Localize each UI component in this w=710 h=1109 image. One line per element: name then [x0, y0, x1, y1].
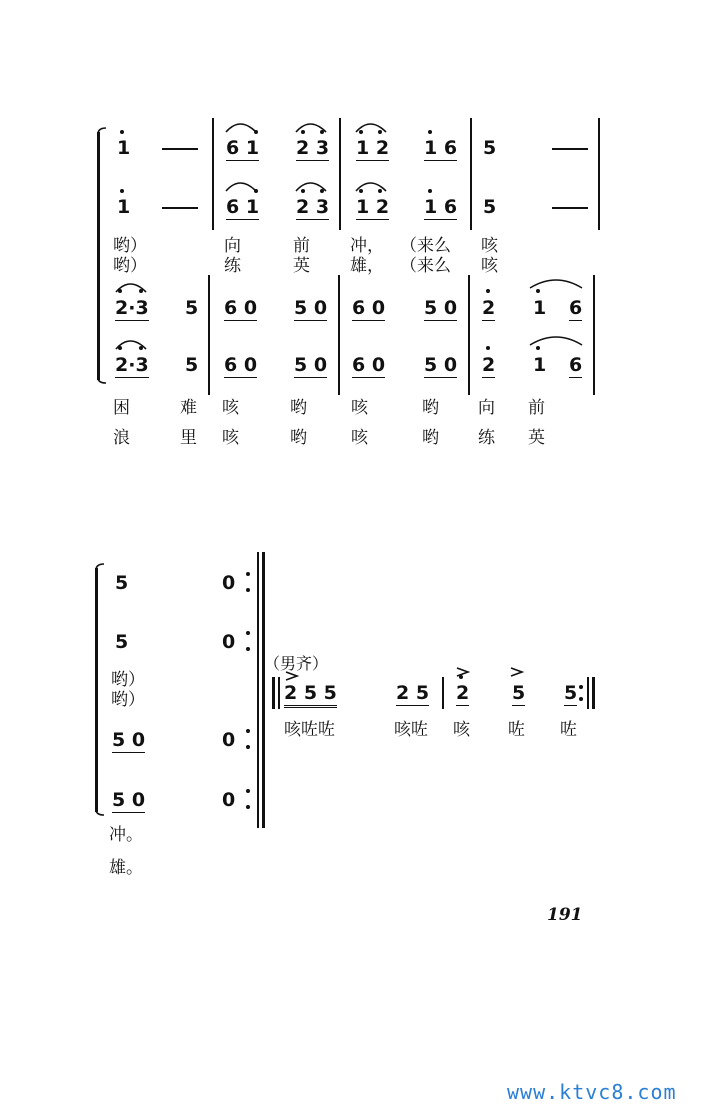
note-group: 5 0 [424, 297, 458, 319]
note: 5 [115, 572, 129, 594]
lyric: 练 [224, 256, 241, 276]
barline [442, 677, 444, 709]
lyric: 雄。 [109, 858, 143, 878]
barline [468, 275, 470, 395]
barline [598, 118, 600, 230]
note-group: 6 0 [224, 354, 258, 376]
lyric: 咳 [481, 256, 498, 276]
note-group: 5 0 [294, 354, 328, 376]
note-group: 2·3 [115, 297, 149, 319]
lyric: 英 [293, 256, 310, 276]
dash [552, 148, 588, 150]
barline [470, 118, 472, 230]
lyric: 哟 [422, 398, 439, 418]
lyric: 咳咗咗 [284, 720, 335, 740]
note-group: 1 2 [356, 137, 390, 159]
watermark: www.ktvc8.com [507, 1080, 677, 1104]
dash [162, 148, 198, 150]
lyric: 向 [224, 236, 241, 256]
note-group: 2 3 [296, 196, 330, 218]
note-group: 6 0 [224, 297, 258, 319]
lyric: （来么 [400, 236, 451, 256]
lyric: 前 [293, 236, 310, 256]
dash [552, 207, 588, 209]
lyric: 哟 [290, 428, 307, 448]
part-label: （男齐） [264, 654, 329, 673]
barline [212, 118, 214, 230]
rest: 0 [222, 631, 236, 653]
lyric: 咳 [351, 398, 368, 418]
lyric: 哟 [422, 428, 439, 448]
note: 1 [533, 354, 547, 376]
note-group: 6 1 [226, 137, 260, 159]
repeat-end-thin [587, 677, 589, 709]
note: 6 [569, 297, 583, 319]
barline [208, 275, 210, 395]
repeat-end-thick [592, 677, 595, 709]
note-group: 6 1 [226, 196, 260, 218]
note-group: 6 0 [352, 354, 386, 376]
barline-thick [262, 552, 265, 828]
rest: 0 [222, 789, 236, 811]
note-group: 2 5 5 [284, 684, 337, 708]
lyric: 雄， [350, 256, 384, 276]
barline [338, 275, 340, 395]
lyric: 难 [180, 398, 197, 418]
lyric: 困 [113, 398, 130, 418]
note-group: 2 3 [296, 137, 330, 159]
lyric: （来么 [400, 256, 451, 276]
rest: 0 [222, 729, 236, 751]
lyric: 练 [478, 428, 495, 448]
lyric: 哟） [113, 256, 147, 276]
lyric: 前 [528, 398, 545, 418]
note: 5 [185, 354, 199, 376]
note-group: 5 0 [294, 297, 328, 319]
system2-brace-line [95, 568, 98, 812]
note: 1 [533, 297, 547, 319]
lyric: 咗 [560, 720, 577, 740]
lyric: 咳 [453, 720, 470, 740]
rest: 0 [222, 572, 236, 594]
barline [593, 275, 595, 395]
note-group: 2 5 [396, 682, 430, 704]
note-group: 2·3 [115, 354, 149, 376]
note-group: 6 0 [352, 297, 386, 319]
lyric: 咳咗 [394, 720, 428, 740]
lyric: 咗 [508, 720, 525, 740]
lyric: 浪 [113, 428, 130, 448]
barline [339, 118, 341, 230]
lyric: 咳 [222, 428, 239, 448]
lyric: 哟） [111, 670, 145, 690]
note: 1 [117, 137, 131, 159]
lyric: 里 [180, 428, 197, 448]
note-group: 5 0 [424, 354, 458, 376]
lyric: 冲， [350, 236, 384, 256]
lyric: 哟） [113, 236, 147, 256]
note-group: 1 6 [424, 137, 458, 159]
lyric: 哟 [290, 398, 307, 418]
lyric: 咳 [481, 236, 498, 256]
note: 5 [512, 682, 526, 704]
lyric: 咳 [351, 428, 368, 448]
note-group: 5 0 [112, 789, 146, 811]
note: 1 [117, 196, 131, 218]
lyric: 向 [478, 398, 495, 418]
note: 5 [483, 196, 497, 218]
note: 5 [483, 137, 497, 159]
note: 2 [456, 682, 470, 704]
note: 2 [482, 297, 496, 319]
note: 5 [115, 631, 129, 653]
note: 5 [564, 682, 578, 704]
repeat-start-thick [272, 677, 275, 709]
note: 2 [482, 354, 496, 376]
system1-brace-line [97, 132, 100, 380]
note-group: 1 2 [356, 196, 390, 218]
lyric: 英 [528, 428, 545, 448]
barline [257, 552, 259, 828]
lyric: 冲。 [109, 825, 143, 845]
note-group: 5 0 [112, 729, 146, 751]
page-number: 191 [547, 905, 583, 925]
note-group: 1 6 [424, 196, 458, 218]
lyric: 咳 [222, 398, 239, 418]
lyric: 哟） [111, 690, 145, 710]
dash [162, 207, 198, 209]
note: 6 [569, 354, 583, 376]
note: 5 [185, 297, 199, 319]
repeat-start-thin [278, 677, 280, 709]
